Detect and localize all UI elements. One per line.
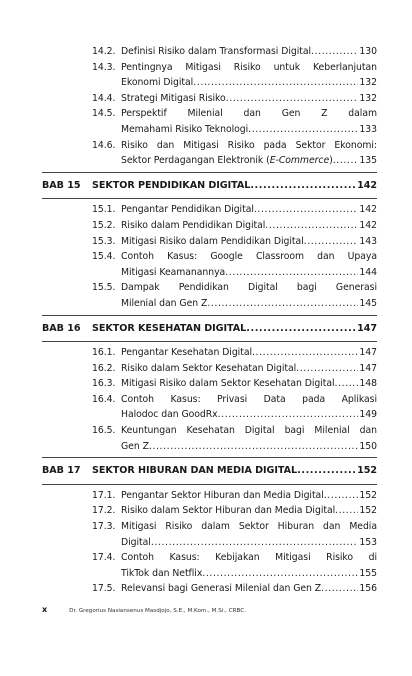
dot-leader (226, 91, 359, 107)
section-number: 16.4. (92, 393, 116, 405)
subsection-entry[interactable] (92, 138, 377, 169)
entry-title: Halodoc dan GoodRx (121, 409, 218, 421)
subsection-entry[interactable] (92, 581, 377, 597)
page-ref: 152 (357, 465, 377, 477)
page-ref: 142 (359, 219, 377, 231)
chapter-entry[interactable] (42, 321, 377, 337)
page-ref: 148 (359, 378, 377, 390)
entry-title: Pengantar Pendidikan Digital (121, 204, 254, 216)
page-ref: 142 (359, 204, 377, 216)
page-ref: 147 (359, 347, 377, 359)
subsection-entry[interactable] (92, 392, 377, 423)
page-ref: 156 (359, 583, 377, 595)
page-ref: 150 (359, 440, 377, 452)
dot-leader (252, 345, 358, 361)
page-ref: 132 (359, 92, 377, 104)
entry-title: Dampak Pendidikan Digital bagi Generasi (121, 282, 377, 294)
entry-title: Relevansi bagi Generasi Milenial dan Gen Z (121, 583, 322, 595)
section-number: 15.2. (92, 219, 116, 231)
entry-title: Contoh Kasus: Privasi Data pada Aplikasi (121, 393, 377, 405)
dot-leader (333, 153, 359, 169)
entry-title: Contoh Kasus: Kebijakan Mitigasi Risiko di (121, 552, 377, 564)
entry-title: Risiko dalam Sektor Kesehatan Digital (121, 362, 297, 374)
page-ref: 147 (357, 322, 377, 334)
chapter-entry[interactable] (42, 178, 377, 194)
page-ref: 132 (359, 77, 377, 89)
subsection-entry[interactable] (92, 106, 377, 137)
section-divider (42, 172, 377, 173)
section-number: 14.5. (92, 108, 116, 120)
dot-leader (149, 439, 359, 455)
entry-title: Mitigasi Risiko dalam Pendidikan Digital (121, 235, 304, 247)
section-number: 14.3. (92, 61, 116, 73)
dot-leader (324, 488, 359, 504)
entry-title: Pentingnya Mitigasi Risiko untuk Keberlanjutan (121, 61, 377, 73)
section-divider (42, 315, 377, 316)
dot-leader (321, 581, 358, 597)
page-ref: 142 (357, 179, 377, 191)
subsection-entry[interactable] (92, 44, 377, 60)
entry-title: Risiko dan Mitigasi Risiko pada Sektor Ekonomi: (121, 139, 377, 151)
section-number: 16.2. (92, 362, 116, 374)
page-number: x (42, 605, 48, 614)
entry-title: Risiko dalam Sektor Hiburan dan Media Digital (121, 505, 336, 517)
section-number: 17.1. (92, 489, 116, 501)
subsection-entry[interactable] (92, 519, 377, 550)
section-number: 17.4. (92, 552, 116, 564)
page-ref: 143 (359, 235, 377, 247)
dot-leader (225, 265, 358, 281)
dot-leader (151, 535, 359, 551)
page-ref: 145 (359, 297, 377, 309)
subsection-entry[interactable] (92, 234, 377, 250)
dot-leader (207, 296, 358, 312)
page-ref: 152 (359, 489, 377, 501)
subsection-entry[interactable] (92, 60, 377, 91)
dot-leader (297, 463, 356, 479)
entry-title: Mitigasi Risiko dalam Sektor Kesehatan Digital (121, 378, 335, 390)
section-number: 15.1. (92, 204, 116, 216)
page-ref: 130 (359, 46, 377, 57)
entry-title: Milenial dan Gen Z (121, 297, 208, 309)
entry-title: Mitigasi Keamanannya (121, 266, 226, 278)
chapter-label: BAB 16 (42, 322, 81, 334)
entry-title: Pengantar Sektor Hiburan dan Media Digital (121, 489, 324, 501)
dot-leader (246, 321, 356, 337)
dot-leader (335, 376, 359, 392)
section-number: 14.6. (92, 139, 116, 151)
entry-title: SEKTOR HIBURAN DAN MEDIA DIGITAL (92, 465, 298, 477)
subsection-entry[interactable] (92, 218, 377, 234)
entry-title: Perspektif Milenial dan Gen Z dalam (121, 108, 377, 120)
table-of-contents (0, 44, 412, 597)
entry-title: Contoh Kasus: Google Classroom dan Upaya (121, 251, 377, 263)
page-ref: 153 (359, 536, 377, 548)
section-number: 16.5. (92, 425, 116, 437)
section-number: 15.3. (92, 235, 116, 247)
page-ref: 144 (359, 266, 377, 278)
section-number: 16.1. (92, 347, 116, 359)
dot-leader (265, 218, 358, 234)
entry-title: SEKTOR PENDIDIKAN DIGITAL (92, 179, 251, 191)
subsection-entry[interactable] (92, 202, 377, 218)
subsection-entry[interactable] (92, 550, 377, 581)
page-ref: 133 (359, 123, 377, 135)
entry-title: Strategi Mitigasi Risiko (121, 92, 226, 104)
subsection-entry[interactable] (92, 503, 377, 519)
page-ref: 155 (359, 567, 377, 579)
section-divider (42, 457, 377, 458)
section-number: 15.4. (92, 251, 116, 263)
dot-leader (202, 566, 358, 582)
dot-leader (193, 75, 358, 91)
subsection-entry[interactable] (92, 249, 377, 280)
entry-title: SEKTOR KESEHATAN DIGITAL (92, 322, 247, 334)
dot-leader (250, 178, 356, 194)
entry-title: Sektor Perdagangan Elektronik (E-Commerce) (121, 155, 333, 167)
section-number: 17.3. (92, 521, 116, 533)
page-footer (42, 605, 246, 614)
subsection-entry[interactable] (92, 376, 377, 392)
chapter-entry[interactable] (42, 463, 377, 479)
dot-leader (311, 44, 358, 60)
section-divider (42, 484, 377, 485)
author-credit: Dr. Gregorius Nasiansenus Masdjojo, S.E., M.Kom., M.Si., CRBC. (69, 608, 246, 614)
section-number: 17.2. (92, 505, 116, 517)
dot-leader (218, 407, 359, 423)
entry-title: Ekonomi Digital (121, 77, 194, 89)
page-ref: 149 (359, 409, 377, 421)
section-number: 14.2. (92, 46, 116, 57)
subsection-entry[interactable] (92, 345, 377, 361)
entry-title: Memahami Risiko Teknologi (121, 123, 249, 135)
subsection-entry[interactable] (92, 361, 377, 377)
dot-leader (296, 361, 358, 377)
section-divider (42, 198, 377, 199)
entry-title: Digital (121, 536, 151, 548)
page-ref: 152 (359, 505, 377, 517)
section-number: 17.5. (92, 583, 116, 595)
dot-leader (248, 122, 358, 138)
entry-title: Gen Z (121, 440, 149, 452)
entry-title: Pengantar Kesehatan Digital (121, 347, 252, 359)
entry-title: Definisi Risiko dalam Transformasi Digital (121, 46, 312, 57)
section-number: 14.4. (92, 92, 116, 104)
subsection-entry[interactable] (92, 423, 377, 454)
entry-title: TikTok dan Netflix (121, 567, 203, 579)
page-ref: 135 (359, 155, 377, 167)
chapter-label: BAB 15 (42, 179, 81, 191)
entry-title: Mitigasi Risiko dalam Sektor Hiburan dan Media (121, 521, 377, 533)
entry-title: Risiko dalam Pendidikan Digital (121, 219, 266, 231)
chapter-label: BAB 17 (42, 465, 81, 477)
subsection-entry[interactable] (92, 280, 377, 311)
section-number: 15.5. (92, 282, 116, 294)
page-ref: 147 (359, 362, 377, 374)
subsection-entry[interactable] (92, 488, 377, 504)
section-divider (42, 341, 377, 342)
dot-leader (254, 202, 359, 218)
section-number: 16.3. (92, 378, 116, 390)
entry-title: Keuntungan Kesehatan Digital bagi Milenial dan (121, 425, 377, 437)
subsection-entry[interactable] (92, 91, 377, 107)
dot-leader (304, 234, 359, 250)
dot-leader (335, 503, 358, 519)
